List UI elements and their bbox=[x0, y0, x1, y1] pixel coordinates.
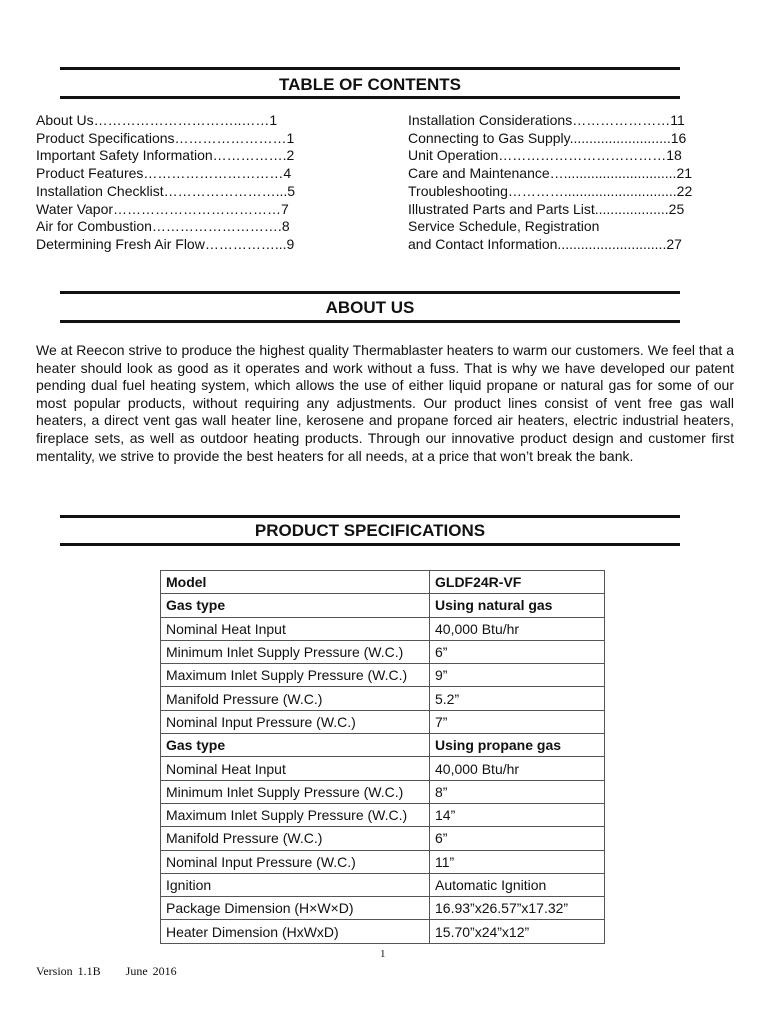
about-title: ABOUT US bbox=[325, 298, 415, 317]
spec-row bbox=[161, 594, 605, 617]
spec-row bbox=[161, 640, 605, 663]
toc-entry: Service Schedule, Registration bbox=[408, 218, 600, 235]
spec-value: 6” bbox=[430, 640, 605, 663]
spec-row bbox=[161, 687, 605, 710]
spec-label: Model bbox=[161, 571, 430, 594]
spec-row bbox=[161, 757, 605, 780]
spec-label: Minimum Inlet Supply Pressure (W.C.) bbox=[161, 640, 430, 663]
about-bottom-rule bbox=[60, 320, 680, 323]
spec-value: 5.2” bbox=[430, 687, 605, 710]
spec-label: Nominal Input Pressure (W.C.) bbox=[161, 850, 430, 873]
toc-entry: Connecting to Gas Supply..........................16 bbox=[408, 129, 687, 146]
page-footer bbox=[36, 964, 177, 979]
about-paragraph: We at Reecon strive to produce the highest quality Thermablaster heaters to warm our customers. We feel that a heater should look as good as it operates and work without a fuss. That is why we have developed our patent pending dual fuel heating system, which allows the use of either liquid propane or natural gas for some of our most popular products, without requiring any adjustments. Our product lines consist of vent free gas wall heaters, a direct vent gas wall heater line, kerosene and propane forced air heaters, electric industrial heaters, fireplace sets, as well as outdoor heating products. Through our innovative product design and customer first mentality, we strive to provide the best heaters for all needs, at a price that won’t break the bank. bbox=[36, 342, 734, 464]
spec-label: Gas type bbox=[161, 734, 430, 757]
spec-value: Automatic Ignition bbox=[430, 873, 605, 896]
about-top-rule bbox=[60, 291, 680, 294]
toc-bottom-rule bbox=[60, 96, 680, 99]
spec-row bbox=[161, 780, 605, 803]
toc-title: TABLE OF CONTENTS bbox=[279, 75, 461, 94]
spec-label: Gas type bbox=[161, 594, 430, 617]
spec-value: Using natural gas bbox=[430, 594, 605, 617]
toc-entry: Important Safety Information…………….2 bbox=[36, 147, 295, 164]
specs-top-rule bbox=[60, 515, 680, 518]
toc-left-column bbox=[36, 112, 295, 254]
spec-value: 15.70”x24”x12” bbox=[430, 920, 605, 943]
spec-value: 40,000 Btu/hr bbox=[430, 617, 605, 640]
specs-bottom-rule bbox=[60, 543, 680, 546]
toc-entry: Illustrated Parts and Parts List...................25 bbox=[408, 200, 685, 217]
spec-value: 9” bbox=[430, 664, 605, 687]
spec-row bbox=[161, 897, 605, 920]
spec-value: 7” bbox=[430, 710, 605, 733]
toc-entry: Product Features…………………………4 bbox=[36, 165, 292, 182]
spec-value: Using propane gas bbox=[430, 734, 605, 757]
spec-label: Package Dimension (H×W×D) bbox=[161, 897, 430, 920]
spec-row bbox=[161, 571, 605, 594]
toc-entry: Product Specifications……………………1 bbox=[36, 129, 295, 146]
spec-row bbox=[161, 873, 605, 896]
spec-row bbox=[161, 827, 605, 850]
version-label: Version 1.1B bbox=[36, 964, 101, 978]
spec-row bbox=[161, 734, 605, 757]
spec-value: 6” bbox=[430, 827, 605, 850]
spec-value: 16.93”x26.57”x17.32” bbox=[430, 897, 605, 920]
specs-title: PRODUCT SPECIFICATIONS bbox=[254, 521, 486, 540]
spec-row bbox=[161, 710, 605, 733]
spec-row bbox=[161, 617, 605, 640]
toc-right-column bbox=[408, 112, 692, 254]
date-label: June 2016 bbox=[125, 964, 177, 978]
spec-value: 40,000 Btu/hr bbox=[430, 757, 605, 780]
toc-entry: Determining Fresh Air Flow……………...9 bbox=[36, 235, 295, 252]
spec-label: Manifold Pressure (W.C.) bbox=[161, 827, 430, 850]
toc-entry: Installation Checklist……………………...5 bbox=[36, 182, 296, 199]
toc-entry: Air for Combustion……………………….8 bbox=[36, 218, 290, 235]
spec-label: Maximum Inlet Supply Pressure (W.C.) bbox=[161, 664, 430, 687]
toc-top-rule bbox=[60, 67, 680, 70]
spec-label: Maximum Inlet Supply Pressure (W.C.) bbox=[161, 803, 430, 826]
spec-label: Nominal Heat Input bbox=[161, 757, 430, 780]
spec-value: 8” bbox=[430, 780, 605, 803]
toc-entry: Unit Operation………………………………18 bbox=[408, 147, 682, 164]
spec-value: 11” bbox=[430, 850, 605, 873]
toc-entry: Water Vapor………………………………7 bbox=[36, 200, 289, 217]
spec-label: Nominal Input Pressure (W.C.) bbox=[161, 710, 430, 733]
spec-row bbox=[161, 803, 605, 826]
spec-row bbox=[161, 850, 605, 873]
toc-entry: Care and Maintenance….............................21 bbox=[408, 165, 693, 182]
specs-table bbox=[160, 570, 605, 944]
spec-label: Minimum Inlet Supply Pressure (W.C.) bbox=[161, 780, 430, 803]
spec-value: GLDF24R-VF bbox=[430, 571, 605, 594]
spec-value: 14” bbox=[430, 803, 605, 826]
spec-label: Heater Dimension (HxWxD) bbox=[161, 920, 430, 943]
toc-entry: Installation Considerations…………………11 bbox=[408, 112, 685, 128]
toc-entry: and Contact Information............................27 bbox=[408, 235, 682, 252]
toc-entry: About Us…………………………..……1 bbox=[36, 112, 278, 128]
page-number: 1 bbox=[380, 948, 386, 960]
spec-label: Manifold Pressure (W.C.) bbox=[161, 687, 430, 710]
spec-row bbox=[161, 664, 605, 687]
spec-row bbox=[161, 920, 605, 943]
toc-entry: Troubleshooting………….............................22 bbox=[408, 182, 693, 199]
spec-label: Ignition bbox=[161, 873, 430, 896]
spec-label: Nominal Heat Input bbox=[161, 617, 430, 640]
